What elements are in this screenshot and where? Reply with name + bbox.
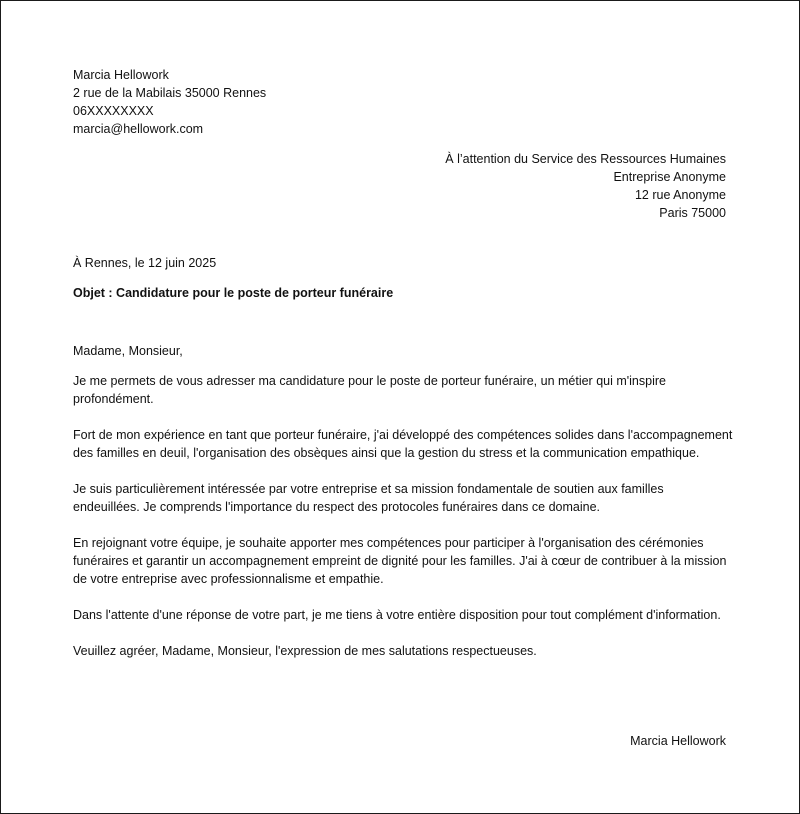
recipient-street: 12 rue Anonyme	[634, 188, 726, 202]
letter-closing: Veuillez agréer, Madame, Monsieur, l'expression de mes salutations respectueuses.	[73, 644, 537, 658]
recipient-block	[445, 150, 726, 222]
letter-paragraph: En rejoignant votre équipe, je souhaite apporter mes compétences pour participer à l'organisation des cérémonies funéraires et garantir un accompagnement empreint de dignité pour les familles. J'ai à cœur de contribuer à la mission de votre entreprise avec professionnalisme et empathie.	[73, 536, 727, 586]
recipient-company: Entreprise Anonyme	[613, 170, 726, 184]
letter-paragraph: Je me permets de vous adresser ma candidature pour le poste de porteur funéraire, un métier qui m'inspire profondément.	[73, 374, 666, 406]
letter-body	[73, 342, 733, 660]
sender-block	[73, 66, 266, 138]
letter-paragraph: Fort de mon expérience en tant que porteur funéraire, j'ai développé des compétences solides dans l'accompagnement des familles en deuil, l'organisation des obsèques ainsi que la gestion du stress et la communication empathique.	[73, 428, 733, 460]
letter-signature: Marcia Hellowork	[630, 734, 726, 748]
recipient-city: Paris 75000	[659, 206, 726, 220]
sender-email: marcia@hellowork.com	[73, 122, 204, 136]
recipient-attention: À l’attention du Service des Ressources Humaines	[445, 152, 726, 166]
letter-paragraph: Dans l'attente d'une réponse de votre part, je me tiens à votre entière disposition pour tout complément d'information.	[73, 608, 721, 622]
letter-date: À Rennes, le 12 juin 2025	[73, 256, 217, 270]
sender-name: Marcia Hellowork	[73, 68, 169, 82]
letter-paragraph: Je suis particulièrement intéressée par votre entreprise et sa mission fondamentale de soutien aux familles endeuillées. Je comprends l'importance du respect des protocoles funéraires dans ce domaine.	[73, 482, 664, 514]
letter-greeting: Madame, Monsieur,	[73, 344, 183, 358]
sender-phone: 06XXXXXXXX	[73, 104, 154, 118]
letter-subject: Objet : Candidature pour le poste de porteur funéraire	[73, 286, 394, 300]
sender-address: 2 rue de la Mabilais 35000 Rennes	[73, 86, 267, 100]
